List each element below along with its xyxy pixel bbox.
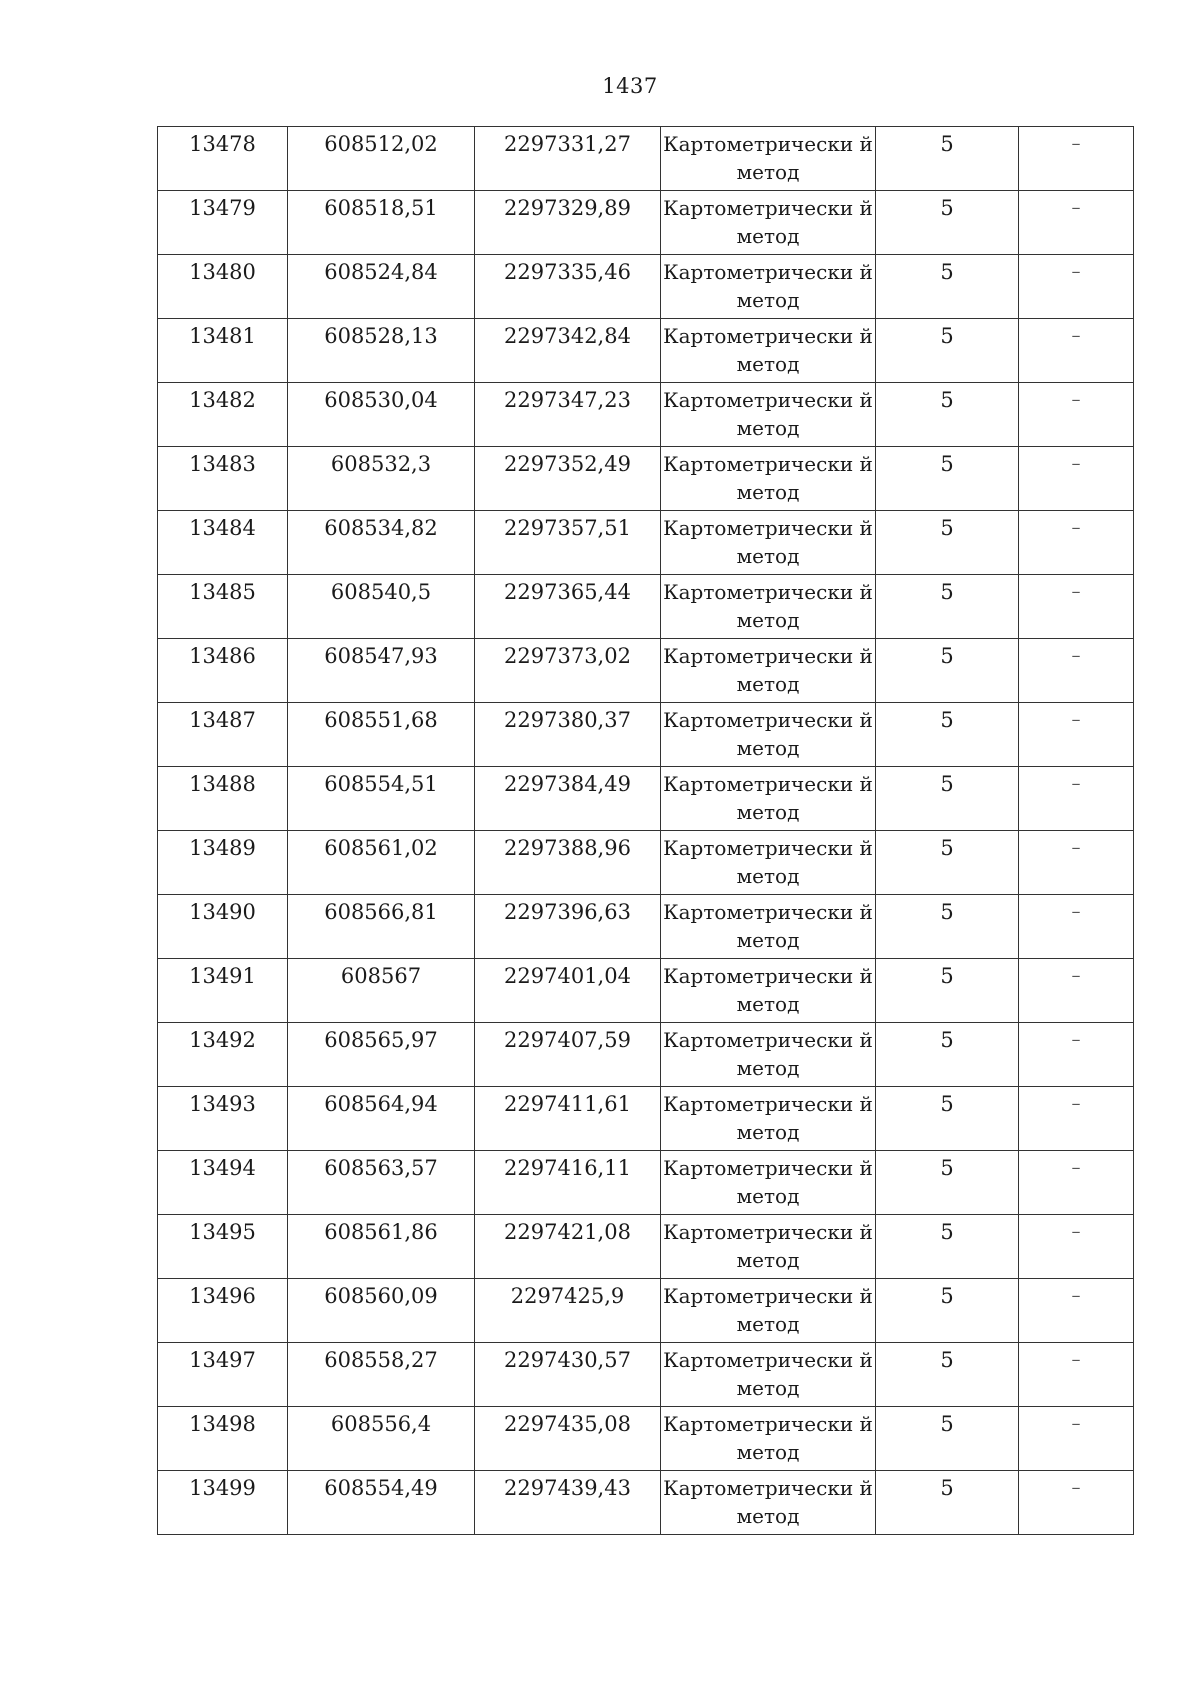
y-coordinate-cell <box>475 127 661 191</box>
table-body <box>158 127 1134 1535</box>
x-coordinate-cell-text: 608524,84 <box>324 260 438 284</box>
y-coordinate-cell-text: 2297329,89 <box>504 196 631 220</box>
y-coordinate-cell-text: 2297388,96 <box>504 836 631 860</box>
x-coordinate-cell-text: 608561,02 <box>324 836 438 860</box>
y-coordinate-cell <box>475 703 661 767</box>
note-cell <box>1019 1215 1134 1279</box>
accuracy-cell-text: 5 <box>940 196 954 220</box>
method-cell-text: Картометрически й метод <box>663 1476 873 1528</box>
note-cell-text: – <box>1071 197 1081 218</box>
method-cell-text: Картометрически й метод <box>663 644 873 696</box>
method-cell-text: Картометрически й метод <box>663 324 873 376</box>
method-cell <box>661 127 876 191</box>
y-coordinate-cell-text: 2297421,08 <box>504 1220 631 1244</box>
table-row <box>158 639 1134 703</box>
accuracy-cell <box>876 511 1019 575</box>
point-number-cell-text: 13482 <box>189 388 256 412</box>
note-cell-text: – <box>1071 1349 1081 1370</box>
point-number-cell-text: 13493 <box>189 1092 256 1116</box>
note-cell-text: – <box>1071 1413 1081 1434</box>
table-row <box>158 511 1134 575</box>
accuracy-cell-text: 5 <box>940 1092 954 1116</box>
note-cell-text: – <box>1071 709 1081 730</box>
note-cell-text: – <box>1071 453 1081 474</box>
accuracy-cell-text: 5 <box>940 1220 954 1244</box>
accuracy-cell <box>876 127 1019 191</box>
point-number-cell <box>158 447 288 511</box>
method-cell-text: Картометрически й метод <box>663 1220 873 1272</box>
x-coordinate-cell-text: 608534,82 <box>324 516 438 540</box>
y-coordinate-cell-text: 2297384,49 <box>504 772 631 796</box>
x-coordinate-cell <box>288 1279 475 1343</box>
table-row <box>158 575 1134 639</box>
y-coordinate-cell <box>475 959 661 1023</box>
accuracy-cell <box>876 255 1019 319</box>
method-cell-text: Картометрически й метод <box>663 1092 873 1144</box>
note-cell-text: – <box>1071 389 1081 410</box>
point-number-cell <box>158 639 288 703</box>
accuracy-cell-text: 5 <box>940 644 954 668</box>
point-number-cell-text: 13496 <box>189 1284 256 1308</box>
y-coordinate-cell <box>475 191 661 255</box>
note-cell-text: – <box>1071 133 1081 154</box>
y-coordinate-cell <box>475 1343 661 1407</box>
accuracy-cell <box>876 639 1019 703</box>
accuracy-cell-text: 5 <box>940 964 954 988</box>
point-number-cell <box>158 319 288 383</box>
point-number-cell-text: 13495 <box>189 1220 256 1244</box>
table-row <box>158 1407 1134 1471</box>
method-cell <box>661 959 876 1023</box>
x-coordinate-cell <box>288 703 475 767</box>
accuracy-cell-text: 5 <box>940 1476 954 1500</box>
point-number-cell <box>158 127 288 191</box>
x-coordinate-cell-text: 608528,13 <box>324 324 438 348</box>
y-coordinate-cell <box>475 575 661 639</box>
y-coordinate-cell <box>475 1279 661 1343</box>
accuracy-cell <box>876 191 1019 255</box>
method-cell-text: Картометрически й метод <box>663 708 873 760</box>
note-cell <box>1019 1343 1134 1407</box>
note-cell <box>1019 127 1134 191</box>
x-coordinate-cell <box>288 447 475 511</box>
note-cell <box>1019 1471 1134 1535</box>
method-cell-text: Картометрически й метод <box>663 772 873 824</box>
note-cell-text: – <box>1071 325 1081 346</box>
table-row <box>158 1023 1134 1087</box>
point-number-cell <box>158 895 288 959</box>
note-cell <box>1019 1151 1134 1215</box>
note-cell <box>1019 1407 1134 1471</box>
y-coordinate-cell <box>475 447 661 511</box>
y-coordinate-cell-text: 2297365,44 <box>504 580 631 604</box>
note-cell <box>1019 831 1134 895</box>
accuracy-cell-text: 5 <box>940 772 954 796</box>
point-number-cell <box>158 255 288 319</box>
y-coordinate-cell-text: 2297401,04 <box>504 964 631 988</box>
accuracy-cell-text: 5 <box>940 452 954 476</box>
method-cell-text: Картометрически й метод <box>663 580 873 632</box>
x-coordinate-cell-text: 608558,27 <box>324 1348 438 1372</box>
point-number-cell <box>158 1215 288 1279</box>
accuracy-cell <box>876 1215 1019 1279</box>
table-row <box>158 767 1134 831</box>
point-number-cell <box>158 191 288 255</box>
x-coordinate-cell <box>288 959 475 1023</box>
table-row <box>158 895 1134 959</box>
point-number-cell <box>158 767 288 831</box>
y-coordinate-cell-text: 2297416,11 <box>504 1156 631 1180</box>
point-number-cell <box>158 1151 288 1215</box>
point-number-cell <box>158 383 288 447</box>
method-cell <box>661 575 876 639</box>
y-coordinate-cell-text: 2297396,63 <box>504 900 631 924</box>
accuracy-cell <box>876 1407 1019 1471</box>
table-row <box>158 1279 1134 1343</box>
x-coordinate-cell <box>288 1407 475 1471</box>
note-cell-text: – <box>1071 901 1081 922</box>
coordinates-table <box>157 126 1134 1535</box>
y-coordinate-cell-text: 2297407,59 <box>504 1028 631 1052</box>
note-cell <box>1019 319 1134 383</box>
y-coordinate-cell-text: 2297342,84 <box>504 324 631 348</box>
point-number-cell <box>158 959 288 1023</box>
accuracy-cell <box>876 1279 1019 1343</box>
point-number-cell <box>158 1471 288 1535</box>
note-cell <box>1019 383 1134 447</box>
accuracy-cell <box>876 1087 1019 1151</box>
note-cell-text: – <box>1071 1285 1081 1306</box>
point-number-cell-text: 13494 <box>189 1156 256 1180</box>
x-coordinate-cell <box>288 831 475 895</box>
x-coordinate-cell-text: 608512,02 <box>324 132 438 156</box>
accuracy-cell-text: 5 <box>940 516 954 540</box>
note-cell <box>1019 575 1134 639</box>
method-cell-text: Картометрически й метод <box>663 1284 873 1336</box>
note-cell <box>1019 255 1134 319</box>
x-coordinate-cell-text: 608560,09 <box>324 1284 438 1308</box>
note-cell-text: – <box>1071 773 1081 794</box>
x-coordinate-cell <box>288 767 475 831</box>
method-cell <box>661 767 876 831</box>
accuracy-cell <box>876 319 1019 383</box>
note-cell-text: – <box>1071 1477 1081 1498</box>
note-cell <box>1019 1023 1134 1087</box>
method-cell <box>661 1087 876 1151</box>
method-cell <box>661 255 876 319</box>
point-number-cell <box>158 575 288 639</box>
note-cell <box>1019 191 1134 255</box>
y-coordinate-cell <box>475 1471 661 1535</box>
table-row <box>158 1215 1134 1279</box>
point-number-cell <box>158 1407 288 1471</box>
point-number-cell <box>158 1087 288 1151</box>
accuracy-cell <box>876 1343 1019 1407</box>
accuracy-cell-text: 5 <box>940 1412 954 1436</box>
accuracy-cell <box>876 959 1019 1023</box>
x-coordinate-cell-text: 608554,51 <box>324 772 438 796</box>
x-coordinate-cell-text: 608561,86 <box>324 1220 438 1244</box>
method-cell <box>661 639 876 703</box>
y-coordinate-cell <box>475 1407 661 1471</box>
point-number-cell-text: 13491 <box>189 964 256 988</box>
x-coordinate-cell <box>288 1151 475 1215</box>
accuracy-cell <box>876 1023 1019 1087</box>
accuracy-cell-text: 5 <box>940 900 954 924</box>
note-cell <box>1019 767 1134 831</box>
method-cell <box>661 383 876 447</box>
accuracy-cell <box>876 447 1019 511</box>
x-coordinate-cell-text: 608566,81 <box>324 900 438 924</box>
x-coordinate-cell-text: 608556,4 <box>330 1412 432 1436</box>
y-coordinate-cell <box>475 383 661 447</box>
accuracy-cell <box>876 1151 1019 1215</box>
method-cell <box>661 191 876 255</box>
y-coordinate-cell-text: 2297380,37 <box>504 708 631 732</box>
method-cell <box>661 1151 876 1215</box>
y-coordinate-cell-text: 2297373,02 <box>504 644 631 668</box>
method-cell <box>661 511 876 575</box>
method-cell <box>661 703 876 767</box>
note-cell-text: – <box>1071 517 1081 538</box>
note-cell-text: – <box>1071 1029 1081 1050</box>
note-cell-text: – <box>1071 261 1081 282</box>
y-coordinate-cell <box>475 319 661 383</box>
method-cell <box>661 1279 876 1343</box>
x-coordinate-cell <box>288 383 475 447</box>
x-coordinate-cell <box>288 1343 475 1407</box>
point-number-cell-text: 13490 <box>189 900 256 924</box>
x-coordinate-cell <box>288 575 475 639</box>
accuracy-cell-text: 5 <box>940 836 954 860</box>
method-cell <box>661 831 876 895</box>
x-coordinate-cell-text: 608530,04 <box>324 388 438 412</box>
x-coordinate-cell-text: 608565,97 <box>324 1028 438 1052</box>
method-cell-text: Картометрически й метод <box>663 196 873 248</box>
y-coordinate-cell <box>475 1023 661 1087</box>
x-coordinate-cell-text: 608563,57 <box>324 1156 438 1180</box>
method-cell <box>661 1407 876 1471</box>
point-number-cell <box>158 511 288 575</box>
x-coordinate-cell-text: 608564,94 <box>324 1092 438 1116</box>
note-cell <box>1019 447 1134 511</box>
x-coordinate-cell-text: 608554,49 <box>324 1476 438 1500</box>
x-coordinate-cell <box>288 191 475 255</box>
x-coordinate-cell <box>288 1471 475 1535</box>
method-cell-text: Картометрически й метод <box>663 516 873 568</box>
accuracy-cell-text: 5 <box>940 580 954 604</box>
point-number-cell <box>158 1343 288 1407</box>
y-coordinate-cell <box>475 639 661 703</box>
accuracy-cell-text: 5 <box>940 1284 954 1308</box>
x-coordinate-cell-text: 608518,51 <box>324 196 438 220</box>
point-number-cell-text: 13486 <box>189 644 256 668</box>
accuracy-cell-text: 5 <box>940 388 954 412</box>
accuracy-cell-text: 5 <box>940 1348 954 1372</box>
table-row <box>158 255 1134 319</box>
point-number-cell-text: 13480 <box>189 260 256 284</box>
table-row <box>158 1087 1134 1151</box>
y-coordinate-cell <box>475 511 661 575</box>
y-coordinate-cell <box>475 1215 661 1279</box>
method-cell <box>661 1215 876 1279</box>
accuracy-cell <box>876 1471 1019 1535</box>
point-number-cell <box>158 1279 288 1343</box>
y-coordinate-cell <box>475 1087 661 1151</box>
method-cell <box>661 895 876 959</box>
note-cell-text: – <box>1071 965 1081 986</box>
table-row <box>158 127 1134 191</box>
x-coordinate-cell-text: 608532,3 <box>330 452 432 476</box>
note-cell <box>1019 1279 1134 1343</box>
y-coordinate-cell-text: 2297439,43 <box>504 1476 631 1500</box>
table-row <box>158 447 1134 511</box>
y-coordinate-cell-text: 2297352,49 <box>504 452 631 476</box>
accuracy-cell <box>876 895 1019 959</box>
method-cell-text: Картометрически й метод <box>663 964 873 1016</box>
y-coordinate-cell-text: 2297357,51 <box>504 516 631 540</box>
note-cell <box>1019 703 1134 767</box>
y-coordinate-cell-text: 2297347,23 <box>504 388 631 412</box>
method-cell-text: Картометрически й метод <box>663 1348 873 1400</box>
y-coordinate-cell <box>475 895 661 959</box>
accuracy-cell-text: 5 <box>940 1028 954 1052</box>
accuracy-cell-text: 5 <box>940 324 954 348</box>
note-cell <box>1019 639 1134 703</box>
note-cell-text: – <box>1071 581 1081 602</box>
y-coordinate-cell-text: 2297435,08 <box>504 1412 631 1436</box>
x-coordinate-cell <box>288 255 475 319</box>
y-coordinate-cell-text: 2297425,9 <box>510 1284 625 1308</box>
point-number-cell-text: 13483 <box>189 452 256 476</box>
method-cell-text: Картометрически й метод <box>663 260 873 312</box>
page-number: 1437 <box>602 74 658 98</box>
method-cell-text: Картометрически й метод <box>663 836 873 888</box>
accuracy-cell <box>876 575 1019 639</box>
method-cell <box>661 1471 876 1535</box>
y-coordinate-cell <box>475 255 661 319</box>
x-coordinate-cell <box>288 127 475 191</box>
x-coordinate-cell-text: 608551,68 <box>324 708 438 732</box>
table-row <box>158 703 1134 767</box>
y-coordinate-cell-text: 2297411,61 <box>504 1092 631 1116</box>
note-cell <box>1019 959 1134 1023</box>
note-cell-text: – <box>1071 1157 1081 1178</box>
note-cell-text: – <box>1071 1093 1081 1114</box>
x-coordinate-cell <box>288 1087 475 1151</box>
table-row <box>158 1151 1134 1215</box>
point-number-cell-text: 13478 <box>189 132 256 156</box>
table-row <box>158 959 1134 1023</box>
y-coordinate-cell <box>475 1151 661 1215</box>
accuracy-cell <box>876 767 1019 831</box>
method-cell <box>661 319 876 383</box>
point-number-cell <box>158 1023 288 1087</box>
note-cell-text: – <box>1071 645 1081 666</box>
y-coordinate-cell <box>475 767 661 831</box>
x-coordinate-cell <box>288 639 475 703</box>
accuracy-cell-text: 5 <box>940 132 954 156</box>
point-number-cell-text: 13492 <box>189 1028 256 1052</box>
x-coordinate-cell <box>288 319 475 383</box>
table-row <box>158 1343 1134 1407</box>
method-cell <box>661 447 876 511</box>
x-coordinate-cell <box>288 1215 475 1279</box>
accuracy-cell <box>876 383 1019 447</box>
note-cell <box>1019 895 1134 959</box>
note-cell-text: – <box>1071 1221 1081 1242</box>
method-cell-text: Картометрически й метод <box>663 1156 873 1208</box>
note-cell <box>1019 1087 1134 1151</box>
method-cell-text: Картометрически й метод <box>663 388 873 440</box>
method-cell-text: Картометрически й метод <box>663 1028 873 1080</box>
table-row <box>158 191 1134 255</box>
note-cell-text: – <box>1071 837 1081 858</box>
point-number-cell-text: 13498 <box>189 1412 256 1436</box>
point-number-cell-text: 13485 <box>189 580 256 604</box>
method-cell-text: Картометрически й метод <box>663 132 873 184</box>
point-number-cell-text: 13484 <box>189 516 256 540</box>
point-number-cell-text: 13481 <box>189 324 256 348</box>
accuracy-cell-text: 5 <box>940 260 954 284</box>
method-cell-text: Картометрически й метод <box>663 900 873 952</box>
table-row <box>158 831 1134 895</box>
method-cell <box>661 1023 876 1087</box>
point-number-cell-text: 13487 <box>189 708 256 732</box>
x-coordinate-cell <box>288 895 475 959</box>
accuracy-cell <box>876 831 1019 895</box>
point-number-cell-text: 13497 <box>189 1348 256 1372</box>
accuracy-cell-text: 5 <box>940 1156 954 1180</box>
y-coordinate-cell-text: 2297335,46 <box>504 260 631 284</box>
accuracy-cell-text: 5 <box>940 708 954 732</box>
point-number-cell-text: 13479 <box>189 196 256 220</box>
y-coordinate-cell-text: 2297331,27 <box>504 132 631 156</box>
x-coordinate-cell-text: 608540,5 <box>330 580 432 604</box>
method-cell-text: Картометрически й метод <box>663 452 873 504</box>
note-cell <box>1019 511 1134 575</box>
x-coordinate-cell <box>288 511 475 575</box>
x-coordinate-cell-text: 608547,93 <box>324 644 438 668</box>
method-cell <box>661 1343 876 1407</box>
point-number-cell-text: 13499 <box>189 1476 256 1500</box>
table-row <box>158 383 1134 447</box>
table-row <box>158 319 1134 383</box>
point-number-cell-text: 13488 <box>189 772 256 796</box>
y-coordinate-cell-text: 2297430,57 <box>504 1348 631 1372</box>
accuracy-cell <box>876 703 1019 767</box>
method-cell-text: Картометрически й метод <box>663 1412 873 1464</box>
point-number-cell <box>158 831 288 895</box>
x-coordinate-cell-text: 608567 <box>340 964 422 988</box>
y-coordinate-cell <box>475 831 661 895</box>
point-number-cell-text: 13489 <box>189 836 256 860</box>
x-coordinate-cell <box>288 1023 475 1087</box>
point-number-cell <box>158 703 288 767</box>
table-row <box>158 1471 1134 1535</box>
